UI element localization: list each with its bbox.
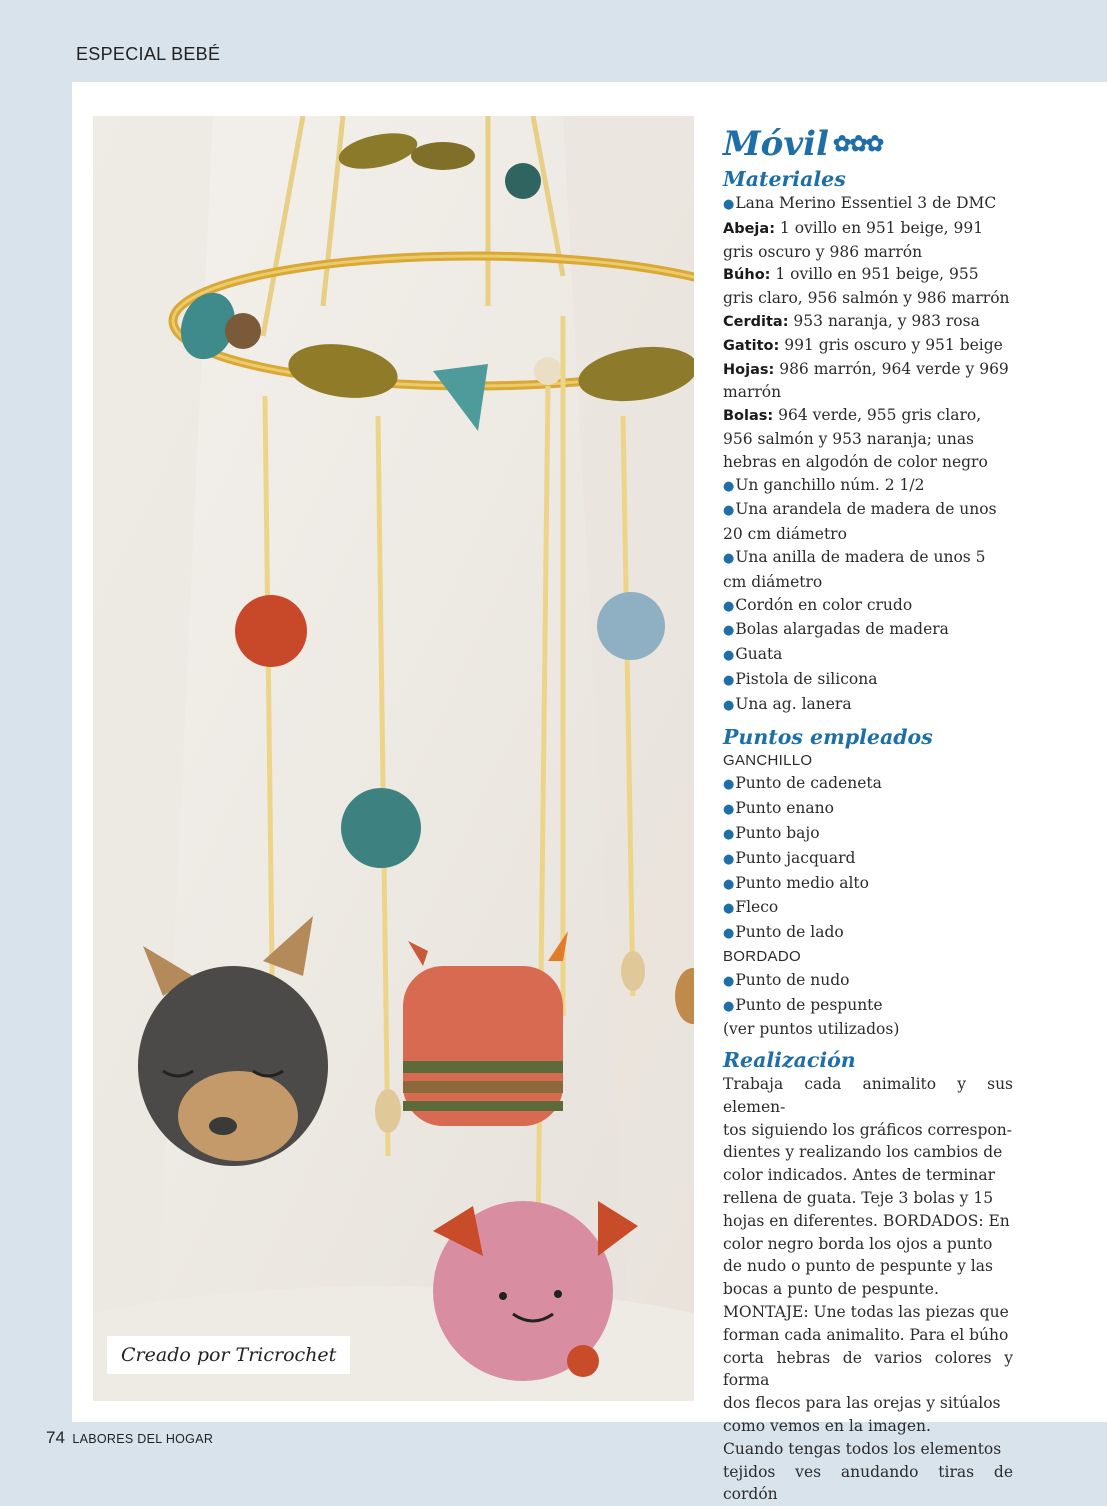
material-item: [723, 310, 1013, 334]
photo-credit: Creado por Tricrochet: [107, 1336, 350, 1374]
bullet-icon: ●: [723, 973, 735, 989]
bullet-icon: ●: [723, 503, 735, 519]
crochet-stitch-item: [723, 896, 1013, 921]
instruction-line: de nudo o punto de pespunte y las: [723, 1257, 993, 1276]
instruction-line: bocas a punto de pespunte.: [723, 1280, 939, 1299]
material-item: [723, 263, 1013, 310]
material-text: Guata: [735, 645, 783, 664]
instruction-line: forman cada animalito. Para el búho: [723, 1325, 1009, 1344]
material-label: Cerdita:: [723, 313, 789, 330]
page-number: 74: [46, 1428, 65, 1447]
instruction-line: dos flecos para las orejas y sitúalos: [723, 1394, 1001, 1413]
stitches-heading: Puntos empleados: [723, 724, 933, 749]
crochet-stitch-item-text: Punto de cadeneta: [735, 774, 882, 793]
material-text: Pistola de silicona: [735, 669, 878, 688]
instructions-heading: Realización: [723, 1048, 856, 1073]
material-text: 1 ovillo en 951 beige, 991 gris oscuro y 986 marrón: [723, 218, 984, 261]
bullet-icon: ●: [723, 672, 735, 688]
bullet-icon: ●: [723, 876, 735, 892]
instruction-line: tos siguiendo los gráficos correspon-: [723, 1120, 1012, 1139]
instruction-line: Cuando tengas todos los elementos: [723, 1439, 1002, 1458]
section-header: ESPECIAL BEBÉ: [76, 44, 221, 64]
material-label: Bolas:: [723, 408, 774, 425]
difficulty-flower-icon: ✿✿✿: [832, 131, 883, 157]
material-text: Un ganchillo núm. 2 1/2: [735, 475, 925, 494]
material-item: [723, 334, 1013, 358]
bullet-icon: ●: [723, 851, 735, 867]
embroidery-stitch-list: [723, 969, 1013, 1019]
material-text: Lana Merino Essentiel 3 de DMC: [735, 194, 997, 212]
crochet-stitch-list: [723, 772, 1013, 946]
stitches-list: [723, 750, 1013, 1042]
material-item: [723, 668, 1013, 693]
material-text: 1 ovillo en 951 beige, 955 gris claro, 956 salmón y 986 marrón: [723, 265, 1010, 308]
material-item: [723, 546, 1013, 594]
instruction-line: dientes y realizando los cambios de: [723, 1143, 1003, 1162]
material-text: Cordón en color crudo: [735, 595, 913, 614]
instruction-line: tejidos ves anudando tiras de cordón: [723, 1462, 1013, 1504]
crochet-stitch-item: [723, 921, 1013, 946]
material-item: [723, 358, 1013, 405]
embroidery-stitch-item: [723, 994, 1013, 1019]
page-footer: [46, 1428, 213, 1448]
bullet-icon: ●: [723, 648, 735, 664]
material-item: [723, 498, 1013, 546]
embroidery-label: BORDADO: [723, 947, 801, 965]
mobile-photo: [93, 116, 694, 1401]
material-item: [723, 192, 1013, 217]
instructions-text: [723, 1073, 1013, 1506]
instruction-line: hojas en diferentes. BORDADOS: En: [723, 1211, 1010, 1230]
materials-list: [723, 192, 1013, 718]
stitches-note: (ver puntos utilizados): [723, 1020, 900, 1039]
crochet-stitch-item-text: Fleco: [735, 898, 779, 917]
bullet-icon: ●: [723, 598, 735, 614]
material-text: Una anilla de madera de unos 5 cm diámetro: [723, 547, 986, 591]
bullet-icon: ●: [723, 197, 735, 212]
material-text: Bolas alargadas de madera: [735, 620, 949, 639]
bullet-icon: ●: [723, 550, 735, 566]
material-text: 953 naranja, y 983 rosa: [788, 311, 980, 330]
bullet-icon: ●: [723, 777, 735, 793]
article-title: [723, 122, 1013, 166]
instruction-line: Trabaja cada animalito y sus elemen-: [723, 1075, 1013, 1116]
bullet-icon: ●: [723, 926, 735, 942]
material-label: Búho:: [723, 267, 771, 284]
crochet-label: GANCHILLO: [723, 751, 813, 769]
crochet-stitch-item-text: Punto de lado: [735, 923, 844, 942]
material-label: Hojas:: [723, 361, 775, 378]
material-item: [723, 404, 1013, 473]
material-item: [723, 474, 1013, 499]
material-text: Una ag. lanera: [735, 694, 852, 713]
instruction-line: color negro borda los ojos a punto: [723, 1234, 993, 1253]
instruction-line: color indicados. Antes de terminar: [723, 1166, 996, 1185]
title-text: Móvil: [723, 124, 829, 164]
crochet-stitch-item: [723, 872, 1013, 897]
material-item: [723, 217, 1013, 264]
material-item: [723, 618, 1013, 643]
crochet-stitch-item: [723, 847, 1013, 872]
instruction-line: rellena de guata. Teje 3 bolas y 15: [723, 1189, 994, 1208]
material-item: [723, 643, 1013, 668]
material-text: 986 marrón, 964 verde y 969 marrón: [723, 359, 1009, 402]
material-label: Gatito:: [723, 337, 780, 354]
crochet-stitch-item: [723, 772, 1013, 797]
crochet-stitch-item-text: Punto enano: [735, 799, 834, 818]
bullet-icon: ●: [723, 697, 735, 713]
bullet-icon: ●: [723, 478, 735, 494]
material-label: Abeja:: [723, 220, 775, 237]
publication-name: LABORES DEL HOGAR: [72, 1432, 214, 1446]
bullet-icon: ●: [723, 998, 735, 1014]
embroidery-stitch-item-text: Punto de nudo: [735, 970, 850, 989]
instruction-line: como vemos en la imagen.: [723, 1417, 931, 1436]
bullet-icon: ●: [723, 901, 735, 917]
bullet-icon: ●: [723, 826, 735, 842]
materials-heading: Materiales: [723, 167, 846, 191]
material-text: 964 verde, 955 gris claro, 956 salmón y 953 naranja; unas hebras en algodón de color negro: [723, 406, 988, 471]
bullet-icon: ●: [723, 802, 735, 818]
crochet-mobile-illustration: [93, 116, 694, 1401]
crochet-stitch-item-text: Punto bajo: [735, 823, 820, 842]
crochet-stitch-item-text: Punto jacquard: [735, 848, 856, 867]
instruction-line: corta hebras de varios colores y forma: [723, 1348, 1013, 1390]
material-item: [723, 693, 1013, 718]
embroidery-stitch-item-text: Punto de pespunte: [735, 995, 883, 1014]
bullet-icon: ●: [723, 623, 735, 639]
crochet-stitch-item: [723, 822, 1013, 847]
instruction-line: MONTAJE: Une todas las piezas que: [723, 1303, 1009, 1322]
material-text: Una arandela de madera de unos 20 cm diámetro: [723, 500, 997, 544]
material-text: 991 gris oscuro y 951 beige: [779, 335, 1003, 354]
embroidery-stitch-item: [723, 969, 1013, 994]
crochet-stitch-item: [723, 797, 1013, 822]
crochet-stitch-item-text: Punto medio alto: [735, 873, 869, 892]
article-column: [723, 122, 1013, 1506]
material-item: [723, 594, 1013, 619]
